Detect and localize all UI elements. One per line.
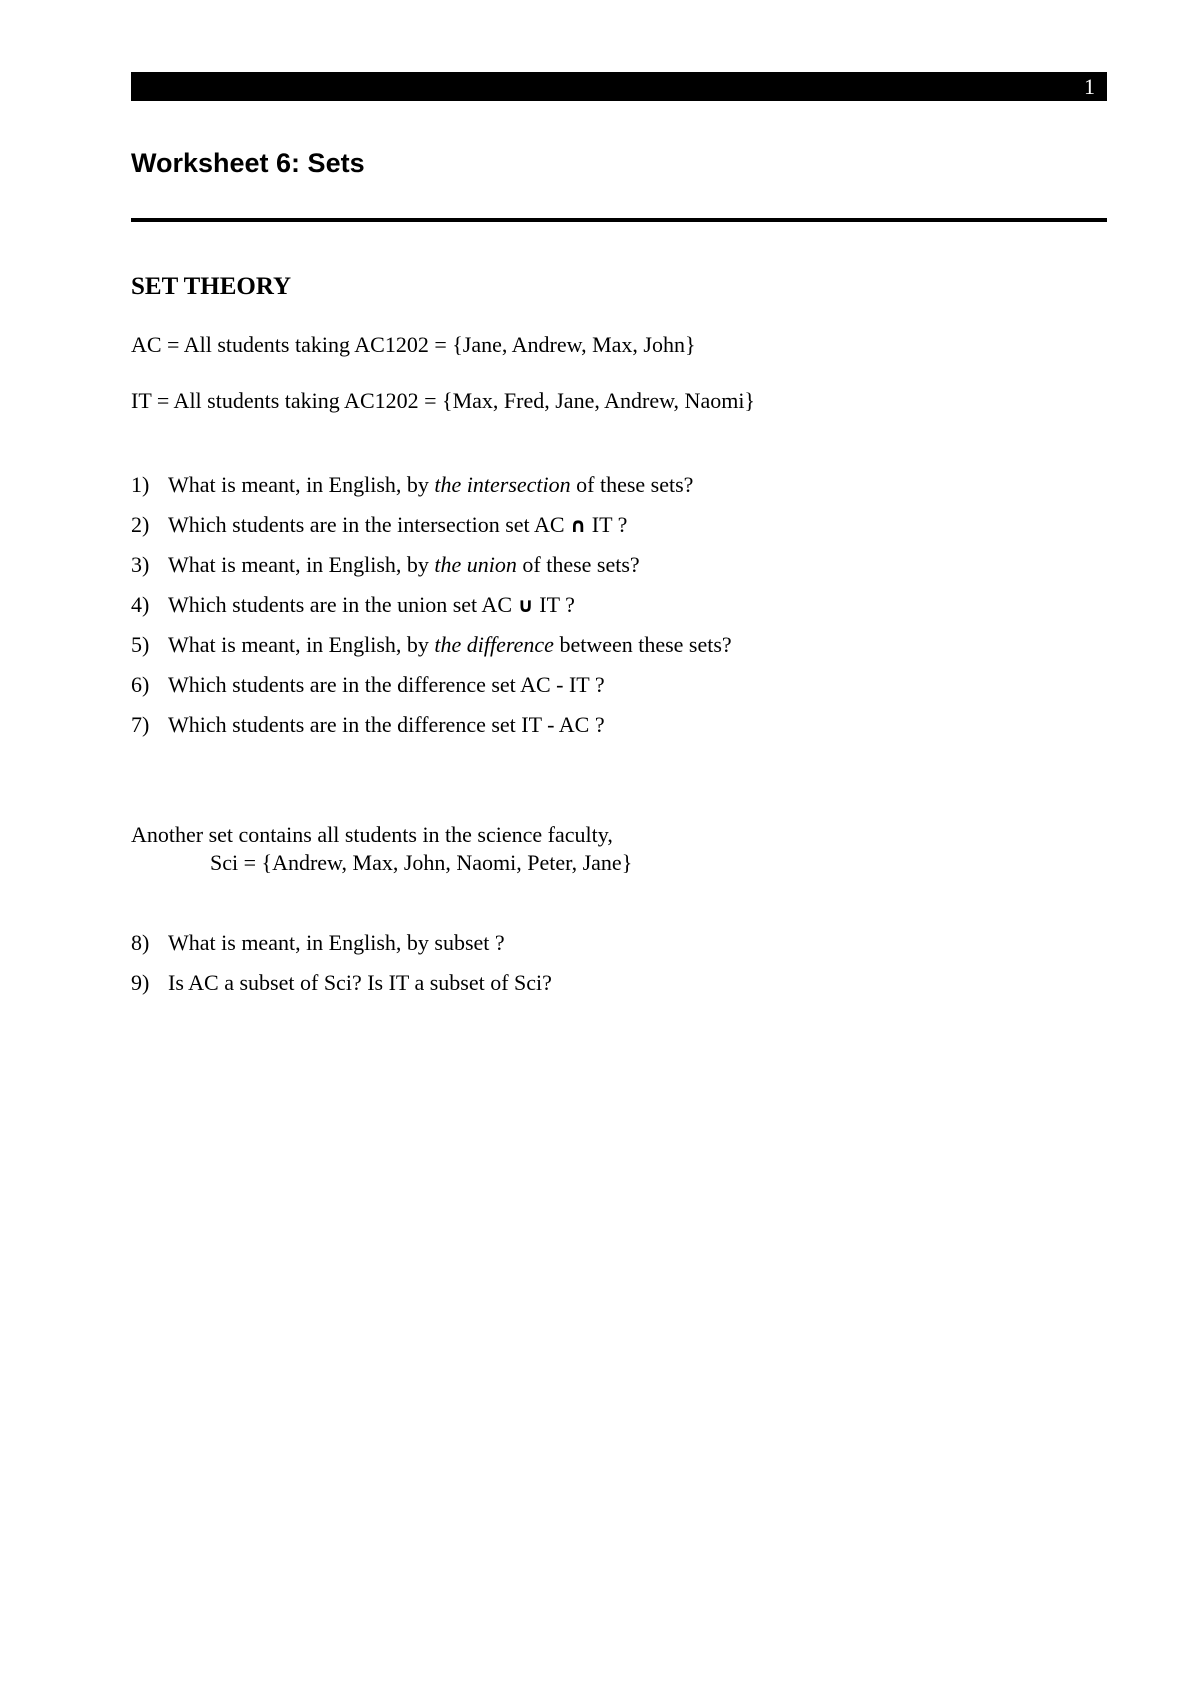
question-item bbox=[131, 969, 1091, 1009]
question-number: 3) bbox=[131, 552, 150, 577]
question-text: Which students are in the intersection set AC bbox=[168, 512, 571, 537]
question-text: Which students are in the difference set AC - IT ? bbox=[168, 672, 605, 697]
question-number: 6) bbox=[131, 672, 150, 697]
question-number: 9) bbox=[131, 970, 150, 995]
question-text: Is AC a subset of Sci? Is IT a subset of Sci? bbox=[168, 970, 552, 995]
question-number: 5) bbox=[131, 632, 150, 657]
page-header-bar bbox=[131, 72, 1107, 101]
set-definition-ac: AC = All students taking AC1202 = {Jane, Andrew, Max, John} bbox=[131, 332, 696, 357]
question-text: What is meant, in English, by bbox=[168, 472, 435, 497]
question-text: What is meant, in English, by bbox=[168, 632, 435, 657]
page-number: 1 bbox=[1084, 74, 1095, 99]
question-item bbox=[131, 671, 1091, 711]
question-text: between these sets? bbox=[553, 632, 732, 657]
question-item bbox=[131, 711, 1091, 751]
question-text: What is meant, in English, by bbox=[168, 552, 435, 577]
set-definition-sci: Sci = {Andrew, Max, John, Naomi, Peter, Jane} bbox=[210, 850, 633, 875]
question-text: What is meant, in English, by subset ? bbox=[168, 930, 505, 955]
question-text: of these sets? bbox=[516, 552, 640, 577]
question-number: 1) bbox=[131, 472, 150, 497]
question-number: 2) bbox=[131, 512, 150, 537]
question-item bbox=[131, 551, 1091, 591]
question-item bbox=[131, 511, 1091, 551]
question-number: 7) bbox=[131, 712, 150, 737]
question-text: of these sets? bbox=[570, 472, 694, 497]
intersection-symbol: ∩ bbox=[570, 513, 587, 537]
question-number: 4) bbox=[131, 592, 150, 617]
question-emphasis: the union bbox=[434, 552, 517, 577]
question-list-2 bbox=[131, 929, 1091, 1009]
question-item bbox=[131, 929, 1091, 969]
question-emphasis: the intersection bbox=[434, 472, 571, 497]
question-emphasis: the difference bbox=[434, 632, 554, 657]
document-title: Worksheet 6: Sets bbox=[131, 148, 365, 178]
union-symbol: ∪ bbox=[517, 593, 534, 617]
sci-intro-text: Another set contains all students in the science faculty, bbox=[131, 822, 613, 847]
question-item bbox=[131, 591, 1091, 631]
question-text: IT ? bbox=[533, 592, 575, 617]
question-item bbox=[131, 631, 1091, 671]
question-text: Which students are in the union set AC bbox=[168, 592, 518, 617]
section-heading: SET THEORY bbox=[131, 273, 292, 300]
question-item bbox=[131, 471, 1091, 511]
question-list bbox=[131, 471, 1091, 751]
question-text: IT ? bbox=[586, 512, 628, 537]
question-number: 8) bbox=[131, 930, 150, 955]
set-definition-it: IT = All students taking AC1202 = {Max, Fred, Jane, Andrew, Naomi} bbox=[131, 388, 755, 413]
question-text: Which students are in the difference set IT - AC ? bbox=[168, 712, 605, 737]
title-divider bbox=[131, 218, 1107, 222]
